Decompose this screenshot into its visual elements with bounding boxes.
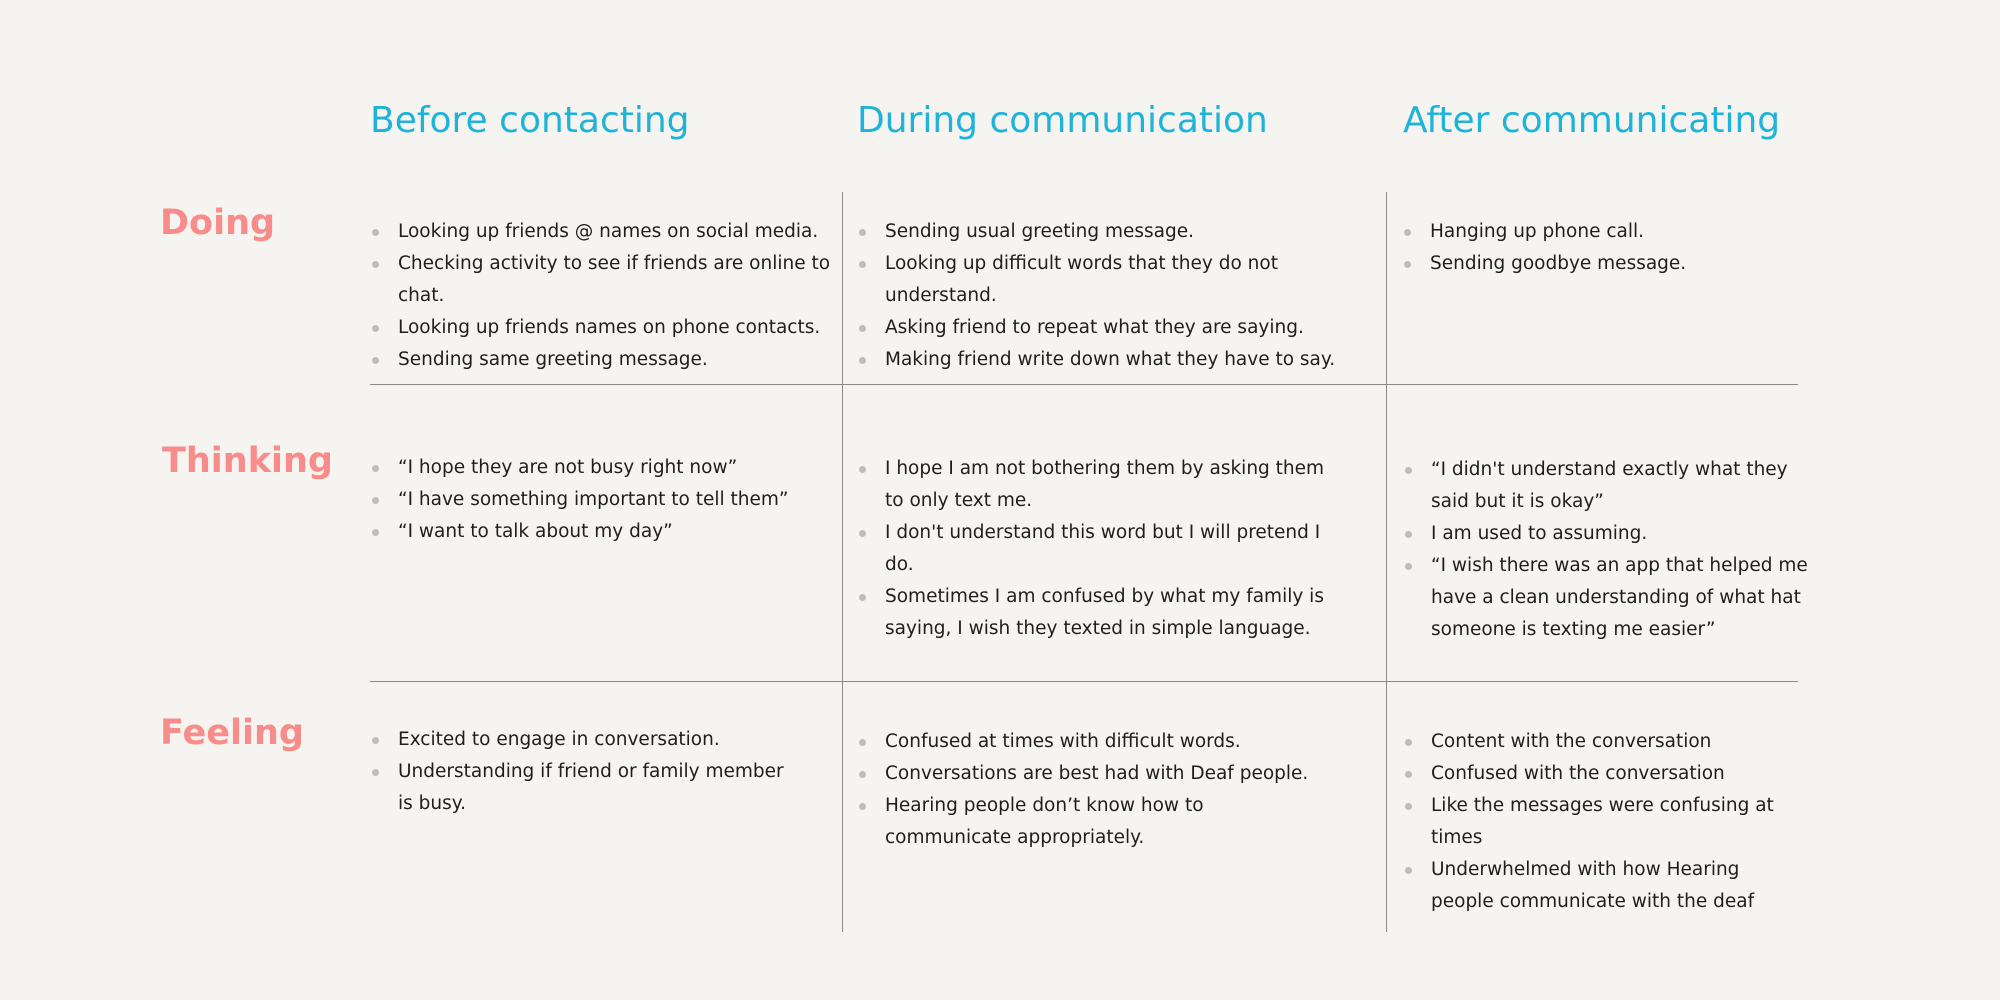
cell-thinking-before bbox=[370, 452, 825, 548]
column-title-after-communicating: After communicating bbox=[1403, 100, 1781, 141]
row-label-thinking: Thinking bbox=[162, 441, 333, 481]
list-item: Asking friend to repeat what they are saying. bbox=[857, 312, 1377, 344]
list-item: Hanging up phone call. bbox=[1402, 216, 1822, 248]
list-item: Confused at times with difficult words. bbox=[857, 726, 1327, 758]
list-item: Understanding if friend or family member is busy. bbox=[370, 756, 790, 820]
list-item: Underwhelmed with how Hearing people communicate with the deaf bbox=[1403, 854, 1808, 918]
grid-divider-horizontal-2 bbox=[370, 681, 1798, 682]
grid-divider-vertical-1 bbox=[842, 192, 843, 932]
list-item: “I hope they are not busy right now” bbox=[370, 452, 825, 484]
list-item: “I didn't understand exactly what they said but it is okay” bbox=[1403, 454, 1815, 518]
list-item: Sometimes I am confused by what my family is saying, I wish they texted in simple language. bbox=[857, 581, 1327, 645]
row-label-doing: Doing bbox=[160, 203, 276, 243]
list-item: Sending same greeting message. bbox=[370, 344, 835, 376]
list-item: Sending usual greeting message. bbox=[857, 216, 1377, 248]
list-item: Hearing people don’t know how to communicate appropriately. bbox=[857, 790, 1327, 854]
list-item: Making friend write down what they have to say. bbox=[857, 344, 1377, 376]
list-item: Looking up friends @ names on social media. bbox=[370, 216, 835, 248]
list-item: Sending goodbye message. bbox=[1402, 248, 1822, 280]
cell-thinking-after bbox=[1403, 454, 1815, 646]
column-title-during-communication: During communication bbox=[857, 100, 1268, 141]
list-item: Looking up friends names on phone contacts. bbox=[370, 312, 835, 344]
list-item: Excited to engage in conversation. bbox=[370, 724, 790, 756]
list-item: “I want to talk about my day” bbox=[370, 516, 825, 548]
list-item: “I have something important to tell them” bbox=[370, 484, 825, 516]
cell-feeling-after bbox=[1403, 726, 1808, 918]
cell-thinking-during bbox=[857, 453, 1327, 645]
cell-doing-before bbox=[370, 216, 835, 376]
list-item: I am used to assuming. bbox=[1403, 518, 1815, 550]
list-item: “I wish there was an app that helped me have a clean understanding of what hat someone is texting me easier” bbox=[1403, 550, 1815, 646]
list-item: Confused with the conversation bbox=[1403, 758, 1808, 790]
list-item: Looking up difficult words that they do not understand. bbox=[857, 248, 1377, 312]
grid-divider-horizontal-1 bbox=[370, 384, 1798, 385]
cell-doing-during bbox=[857, 216, 1377, 376]
cell-doing-after bbox=[1402, 216, 1822, 280]
column-title-before-contacting: Before contacting bbox=[370, 100, 690, 141]
list-item: Content with the conversation bbox=[1403, 726, 1808, 758]
row-label-feeling: Feeling bbox=[160, 713, 304, 753]
list-item: Like the messages were confusing at times bbox=[1403, 790, 1808, 854]
grid-divider-vertical-2 bbox=[1386, 192, 1387, 932]
list-item: I don't understand this word but I will pretend I do. bbox=[857, 517, 1327, 581]
list-item: I hope I am not bothering them by asking them to only text me. bbox=[857, 453, 1327, 517]
cell-feeling-before bbox=[370, 724, 790, 820]
cell-feeling-during bbox=[857, 726, 1327, 854]
list-item: Checking activity to see if friends are online to chat. bbox=[370, 248, 835, 312]
list-item: Conversations are best had with Deaf people. bbox=[857, 758, 1327, 790]
